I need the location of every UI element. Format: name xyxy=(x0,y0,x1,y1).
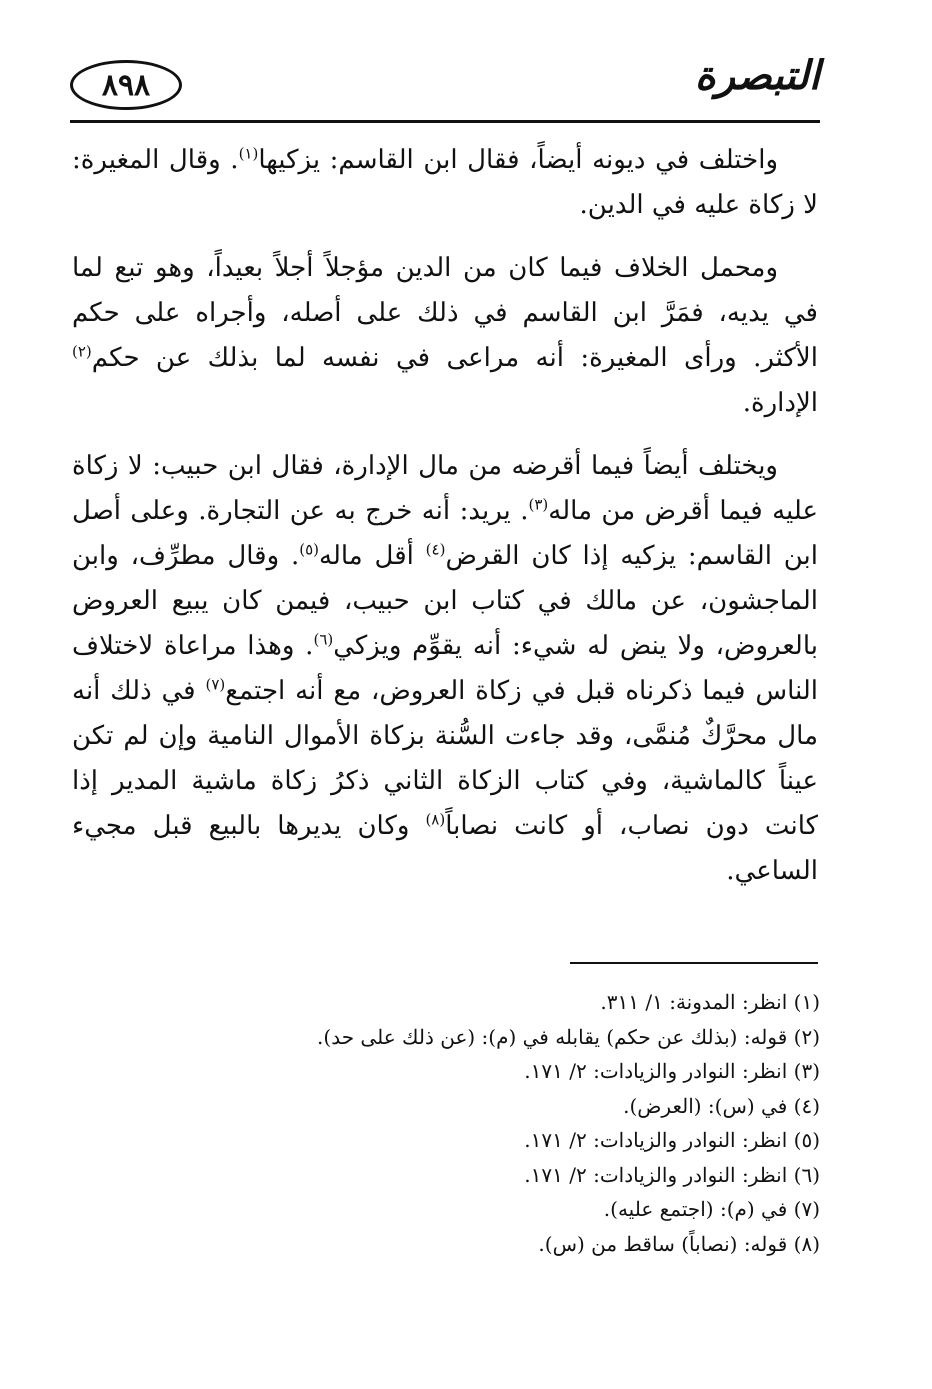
paragraph-text: الإدارة. xyxy=(742,388,818,418)
footnote-item: (٤) في (س): (العرض). xyxy=(623,1093,820,1118)
paragraph-text: واختلف في ديونه أيضاً، فقال ابن القاسم: يزكيها xyxy=(258,145,779,175)
paragraph xyxy=(72,138,818,228)
footnote-divider xyxy=(570,962,818,964)
footnote-reference: (٢) xyxy=(72,342,92,361)
footnote-item: (٢) قوله: (بذلك عن حكم) يقابله في (م): (عن ذلك على حد). xyxy=(317,1024,820,1049)
footnote-reference: (٣) xyxy=(528,495,549,514)
footnote-reference: (٥) xyxy=(299,540,319,559)
page-header xyxy=(70,52,820,122)
footnote-reference: (٦) xyxy=(313,630,334,649)
footnote-item: (٦) انظر: النوادر والزيادات: ٢/ ١٧١. xyxy=(524,1162,820,1187)
footnote-reference: (١) xyxy=(238,144,259,163)
footnote-reference: (٧) xyxy=(205,675,226,694)
paragraph-text: . وقال مطرِّف، وابن الماجشون، عن مالك في كتاب ابن حبيب، فيمن كان يبيع العروض بالعروض، ولا ينض له شيء: أنه يقوِّم ويزكي xyxy=(72,541,819,661)
footnote-reference: (٨) xyxy=(425,810,446,829)
main-text xyxy=(72,138,818,912)
paragraph-text: أقل ماله xyxy=(319,541,426,571)
footnote-item: (٣) انظر: النوادر والزيادات: ٢/ ١٧١. xyxy=(524,1059,820,1083)
paragraph xyxy=(72,246,818,426)
paragraph xyxy=(72,444,818,894)
paragraph-text: . وهذا مراعاة لاختلاف الناس فيما ذكرناه قبل في زكاة العروض، مع أنه اجتمع xyxy=(72,631,818,706)
paragraph-text: ومحمل الخلاف فيما كان من الدين مؤجلاً أجلاً بعيداً، وهو تبع لما في يديه، فمَرَّ ابن القاسم في ذلك على أصله، وأجراه على حكم الأكثر. ورأى المغيرة: أنه مراعى في نفسه لما بذلك عن حكم xyxy=(72,253,818,373)
footnote-item: (٥) انظر: النوادر والزيادات: ٢/ ١٧١. xyxy=(524,1128,820,1152)
footnotes xyxy=(120,985,820,1261)
paragraph-text: ويختلف أيضاً فيما أقرضه من مال الإدارة، فقال ابن حبيب: لا زكاة عليه فيما أقرض من ماله xyxy=(72,451,818,526)
footnote-item: (٧) في (م): (اجتمع عليه). xyxy=(603,1197,820,1221)
footnote-item: (٨) قوله: (نصاباً) ساقط من (س). xyxy=(538,1231,820,1256)
footnote-item: (١) انظر: المدونة: ١/ ٣١١. xyxy=(600,990,820,1014)
paragraph-text: . يريد: أنه خرج به عن التجارة. وعلى أصل ابن القاسم: يزكيه إذا كان القرض xyxy=(72,496,818,571)
paragraph-text: في ذلك أنه مال محرَّكٌ مُنمَّى، وقد جاءت السُّنة بزكاة الأموال النامية وإن لم تكن عيناً كالماشية، وفي كتاب الزكاة الثاني ذكرُ زكاة ماشية المدير إذا كانت دون نصاب، أو كانت نصاباً xyxy=(72,676,818,841)
paragraph-text: . وقال المغيرة: لا زكاة عليه في الدين. xyxy=(72,145,818,220)
footnote-reference: (٤) xyxy=(425,540,446,559)
book-title: التبصرة xyxy=(694,52,820,99)
header-divider xyxy=(70,120,820,123)
paragraph-text: وكان يديرها بالبيع قبل مجيء الساعي. xyxy=(72,811,818,886)
page-number: ٨٩٨ xyxy=(70,60,182,110)
